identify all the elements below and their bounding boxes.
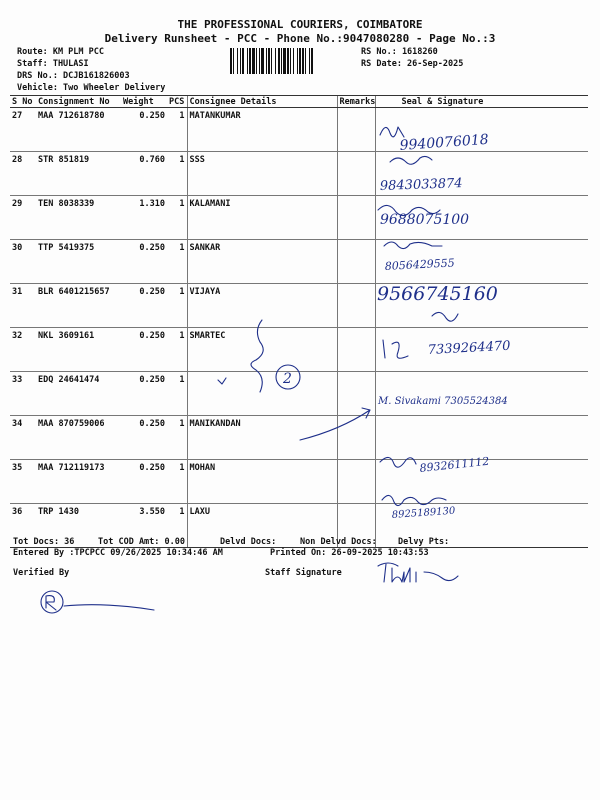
cell-consignment: EDQ 24641474	[36, 372, 121, 416]
cell-weight: 0.250	[121, 328, 167, 372]
phone-35: 8932611112	[418, 454, 490, 475]
staff-label: Staff: THULASI	[17, 59, 89, 69]
cell-pcs: 1	[167, 328, 187, 372]
verified-by-label: Verified By	[13, 568, 70, 578]
cell-consignee: SSS	[187, 152, 337, 196]
cell-consignee: LAXU	[187, 504, 337, 548]
signature-scribble-36	[382, 495, 446, 505]
cell-consignee: MATANKUMAR	[187, 108, 337, 152]
delivered-docs: Delvd Docs:	[220, 537, 277, 547]
cell-consignment: TRP 1430	[36, 504, 121, 548]
col-remarks: Remarks	[337, 96, 375, 108]
cell-weight: 0.760	[121, 152, 167, 196]
rs-number: RS No.: 1618260	[361, 47, 438, 57]
cell-sno: 34	[10, 416, 36, 460]
cell-sno: 29	[10, 196, 36, 240]
phone-28: 9843033874	[379, 176, 463, 194]
route-label: Route: KM PLM PCC	[17, 47, 104, 57]
bracket-mark	[251, 320, 263, 392]
cell-sno: 35	[10, 460, 36, 504]
document-title: Delivery Runsheet - PCC - Phone No.:9047080280 - Page No.:3	[104, 32, 496, 45]
signature-scribble-32	[383, 340, 408, 358]
cell-consignee: VIJAYA	[187, 284, 337, 328]
printed-on: Printed On: 26-09-2025 10:43:53	[270, 548, 429, 558]
cell-pcs: 1	[167, 372, 187, 416]
phone-31: 9566745160	[377, 283, 498, 305]
cell-sno: 36	[10, 504, 36, 548]
signature-scribble-28	[390, 156, 432, 164]
cell-consignment: STR 851819	[36, 152, 121, 196]
cell-pcs: 1	[167, 108, 187, 152]
staff-signature-label: Staff Signature	[265, 568, 342, 578]
cell-pcs: 1	[167, 284, 187, 328]
phone-30: 8056429555	[384, 256, 456, 273]
cell-consignment: MAA 712119173	[36, 460, 121, 504]
col-seal-signature: Seal & Signature	[375, 96, 588, 108]
cell-consignee: KALAMANI	[187, 196, 337, 240]
cell-sno: 30	[10, 240, 36, 284]
vehicle-label: Vehicle: Two Wheeler Delivery	[17, 83, 166, 93]
cell-weight: 0.250	[121, 460, 167, 504]
col-consignee: Consignee Details	[187, 96, 337, 108]
cell-consignment: TEN 8038339	[36, 196, 121, 240]
non-delivered-docs: Non Delvd Docs:	[300, 537, 377, 547]
total-cod: Tot COD Amt: 0.00	[98, 537, 185, 547]
cell-sno: 31	[10, 284, 36, 328]
circled-number: 2	[283, 371, 292, 387]
cell-pcs: 1	[167, 460, 187, 504]
drs-number: DRS No.: DCJB161826003	[17, 71, 130, 81]
cell-consignee: SANKAR	[187, 240, 337, 284]
total-docs: Tot Docs: 36	[13, 537, 75, 547]
col-sno: S No	[10, 96, 36, 108]
entered-by: Entered By :TPCPCC 09/26/2025 10:34:46 AM	[13, 548, 223, 558]
cell-consignment: MAA 712618780	[36, 108, 121, 152]
arrow-mark	[300, 408, 370, 440]
cell-consignee: MANIKANDAN	[187, 416, 337, 460]
cell-consignment: TTP 5419375	[36, 240, 121, 284]
phone-36: 8925189130	[391, 505, 456, 521]
col-weight: Weight	[121, 96, 167, 108]
staff-signature-ink	[378, 563, 458, 582]
cell-sno: 27	[10, 108, 36, 152]
col-consignment: Consignment No	[36, 96, 121, 108]
cell-weight: 0.250	[121, 372, 167, 416]
phone-29: 9688075100	[380, 212, 470, 228]
cell-pcs: 1	[167, 416, 187, 460]
phone-27: 9940076018	[399, 131, 490, 154]
cell-weight: 0.250	[121, 240, 167, 284]
rs-date: RS Date: 26-Sep-2025	[361, 59, 464, 69]
company-name: THE PROFESSIONAL COURIERS, COIMBATORE	[177, 18, 423, 31]
cell-consignee: MOHAN	[187, 460, 337, 504]
cell-consignment: MAA 870759006	[36, 416, 121, 460]
cell-weight: 0.250	[121, 284, 167, 328]
signature-scribble-31	[432, 312, 458, 321]
cell-weight: 0.250	[121, 416, 167, 460]
cell-consignment: BLR 6401215657	[36, 284, 121, 328]
cell-weight: 3.550	[121, 504, 167, 548]
cell-sno: 28	[10, 152, 36, 196]
cell-sno: 33	[10, 372, 36, 416]
cell-consignment: NKL 3609161	[36, 328, 121, 372]
cell-consignee: SMARTEC	[187, 328, 337, 372]
signature-scribble-35	[380, 457, 416, 467]
signature-scribble-27	[380, 127, 404, 137]
cell-weight: 0.250	[121, 108, 167, 152]
tick-mark	[218, 378, 226, 384]
cell-pcs: 1	[167, 240, 187, 284]
cell-weight: 1.310	[121, 196, 167, 240]
delivery-points: Delvy Pts:	[398, 537, 450, 547]
cell-pcs: 1	[167, 504, 187, 548]
phone-34: M. Sivakami 7305524384	[378, 396, 508, 407]
cell-sno: 32	[10, 328, 36, 372]
cell-pcs: 1	[167, 196, 187, 240]
signature-scribble-30	[384, 242, 442, 249]
phone-32: 7339264470	[427, 338, 511, 358]
col-pcs: PCS	[167, 96, 187, 108]
cell-pcs: 1	[167, 152, 187, 196]
